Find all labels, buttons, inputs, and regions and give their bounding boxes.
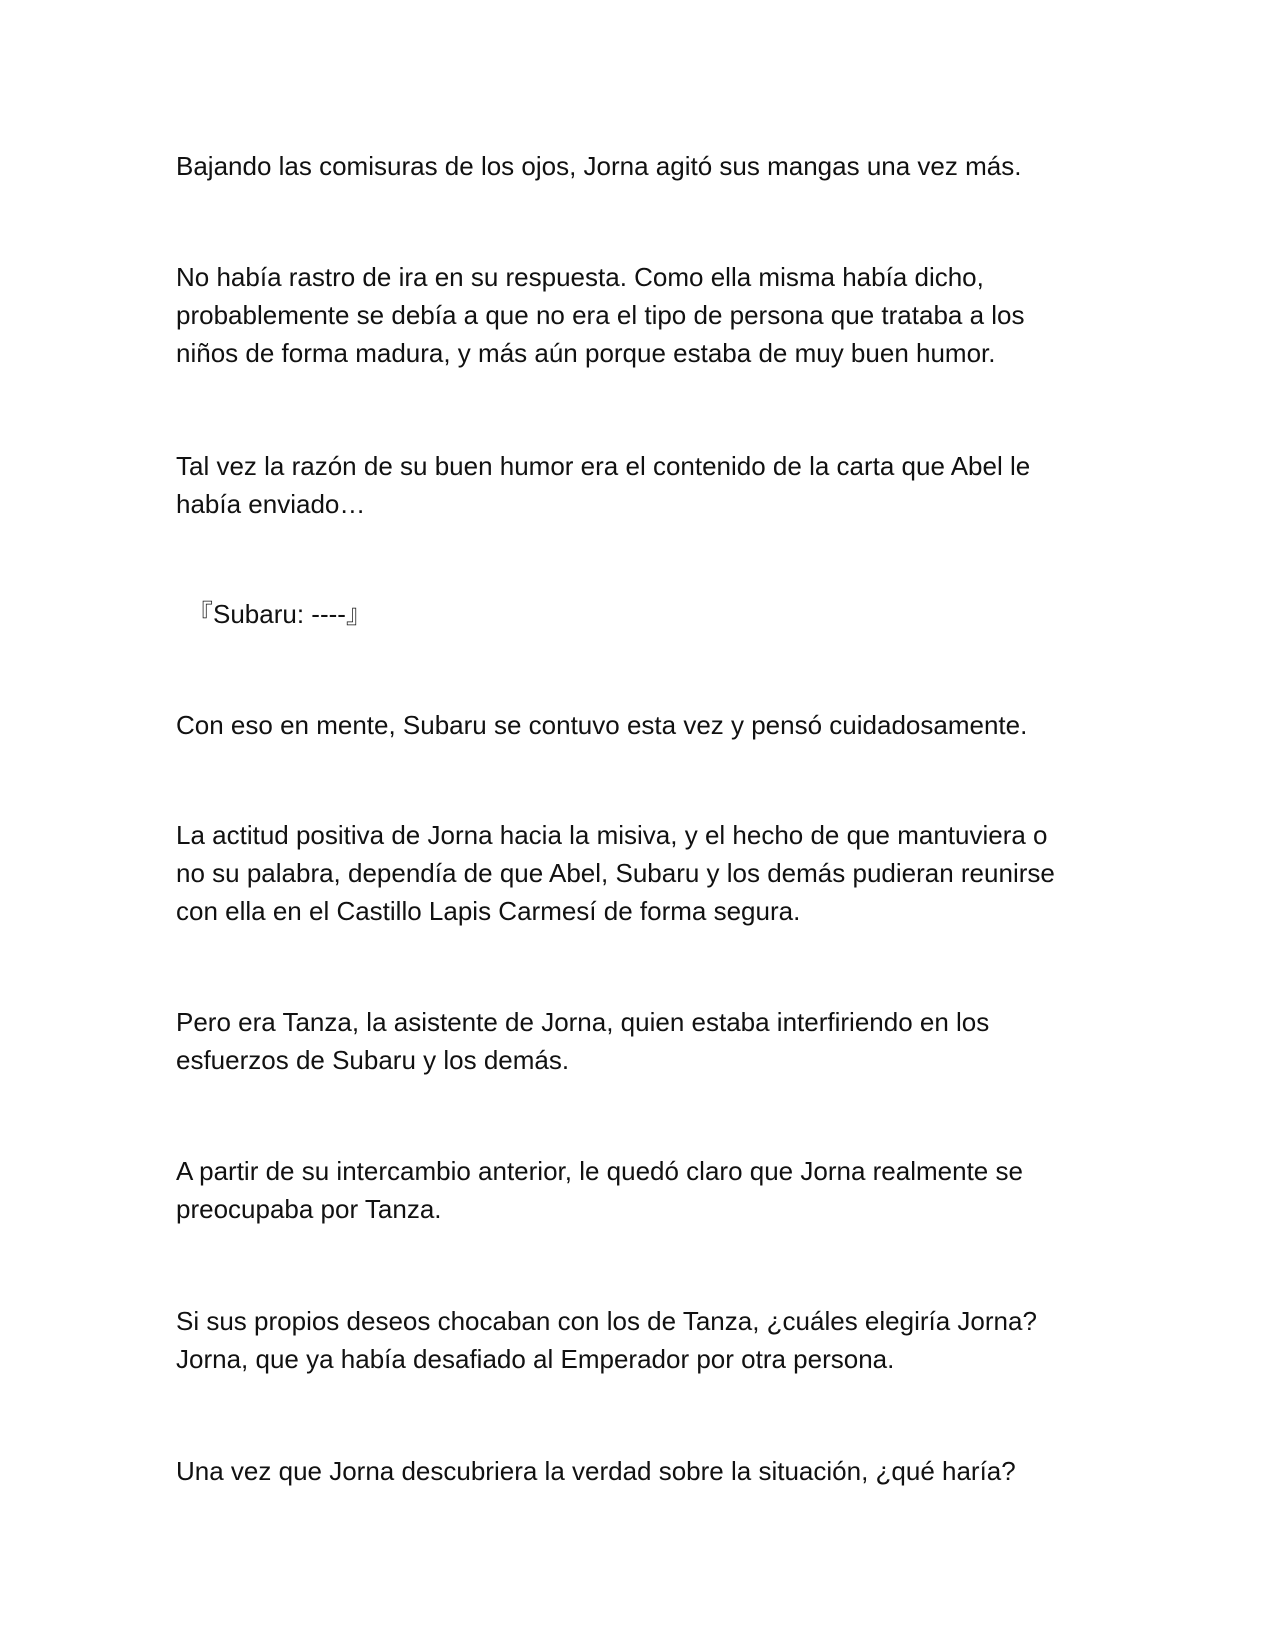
dialogue-line (187, 595, 1107, 633)
paragraph-1 (176, 147, 1096, 185)
paragraph-line: 『Subaru: ----』 (187, 599, 372, 629)
paragraph-2 (176, 258, 1096, 372)
paragraph-6 (176, 816, 1096, 930)
paragraph-3 (176, 447, 1096, 523)
paragraph-line: Una vez que Jorna descubriera la verdad sobre la situación, ¿qué haría? (176, 1456, 1016, 1486)
paragraph-line: con ella en el Castillo Lapis Carmesí de forma segura. (176, 896, 801, 926)
paragraph-line: Tal vez la razón de su buen humor era el contenido de la carta que Abel le (176, 451, 1031, 481)
paragraph-line: La actitud positiva de Jorna hacia la misiva, y el hecho de que mantuviera o (176, 820, 1048, 850)
paragraph-8 (176, 1152, 1096, 1228)
paragraph-line: Pero era Tanza, la asistente de Jorna, quien estaba interfiriendo en los (176, 1007, 990, 1037)
paragraph-line: No había rastro de ira en su respuesta. Como ella misma había dicho, (176, 262, 984, 292)
paragraph-line: preocupaba por Tanza. (176, 1194, 442, 1224)
paragraph-line: Con eso en mente, Subaru se contuvo esta vez y pensó cuidadosamente. (176, 710, 1028, 740)
paragraph-line: A partir de su intercambio anterior, le quedó claro que Jorna realmente se (176, 1156, 1023, 1186)
paragraph-line: Bajando las comisuras de los ojos, Jorna agitó sus mangas una vez más. (176, 151, 1022, 181)
paragraph-line: no su palabra, dependía de que Abel, Subaru y los demás pudieran reunirse (176, 858, 1055, 888)
paragraph-line: Jorna, que ya había desafiado al Emperador por otra persona. (176, 1344, 895, 1374)
paragraph-7 (176, 1003, 1096, 1079)
paragraph-line: esfuerzos de Subaru y los demás. (176, 1045, 570, 1075)
paragraph-line: niños de forma madura, y más aún porque estaba de muy buen humor. (176, 338, 996, 368)
paragraph-5 (176, 706, 1096, 744)
paragraph-line: probablemente se debía a que no era el tipo de persona que trataba a los (176, 300, 1025, 330)
paragraph-10 (176, 1452, 1096, 1490)
paragraph-line: había enviado… (176, 489, 366, 519)
paragraph-9 (176, 1302, 1096, 1378)
paragraph-line: Si sus propios deseos chocaban con los de Tanza, ¿cuáles elegiría Jorna? (176, 1306, 1037, 1336)
